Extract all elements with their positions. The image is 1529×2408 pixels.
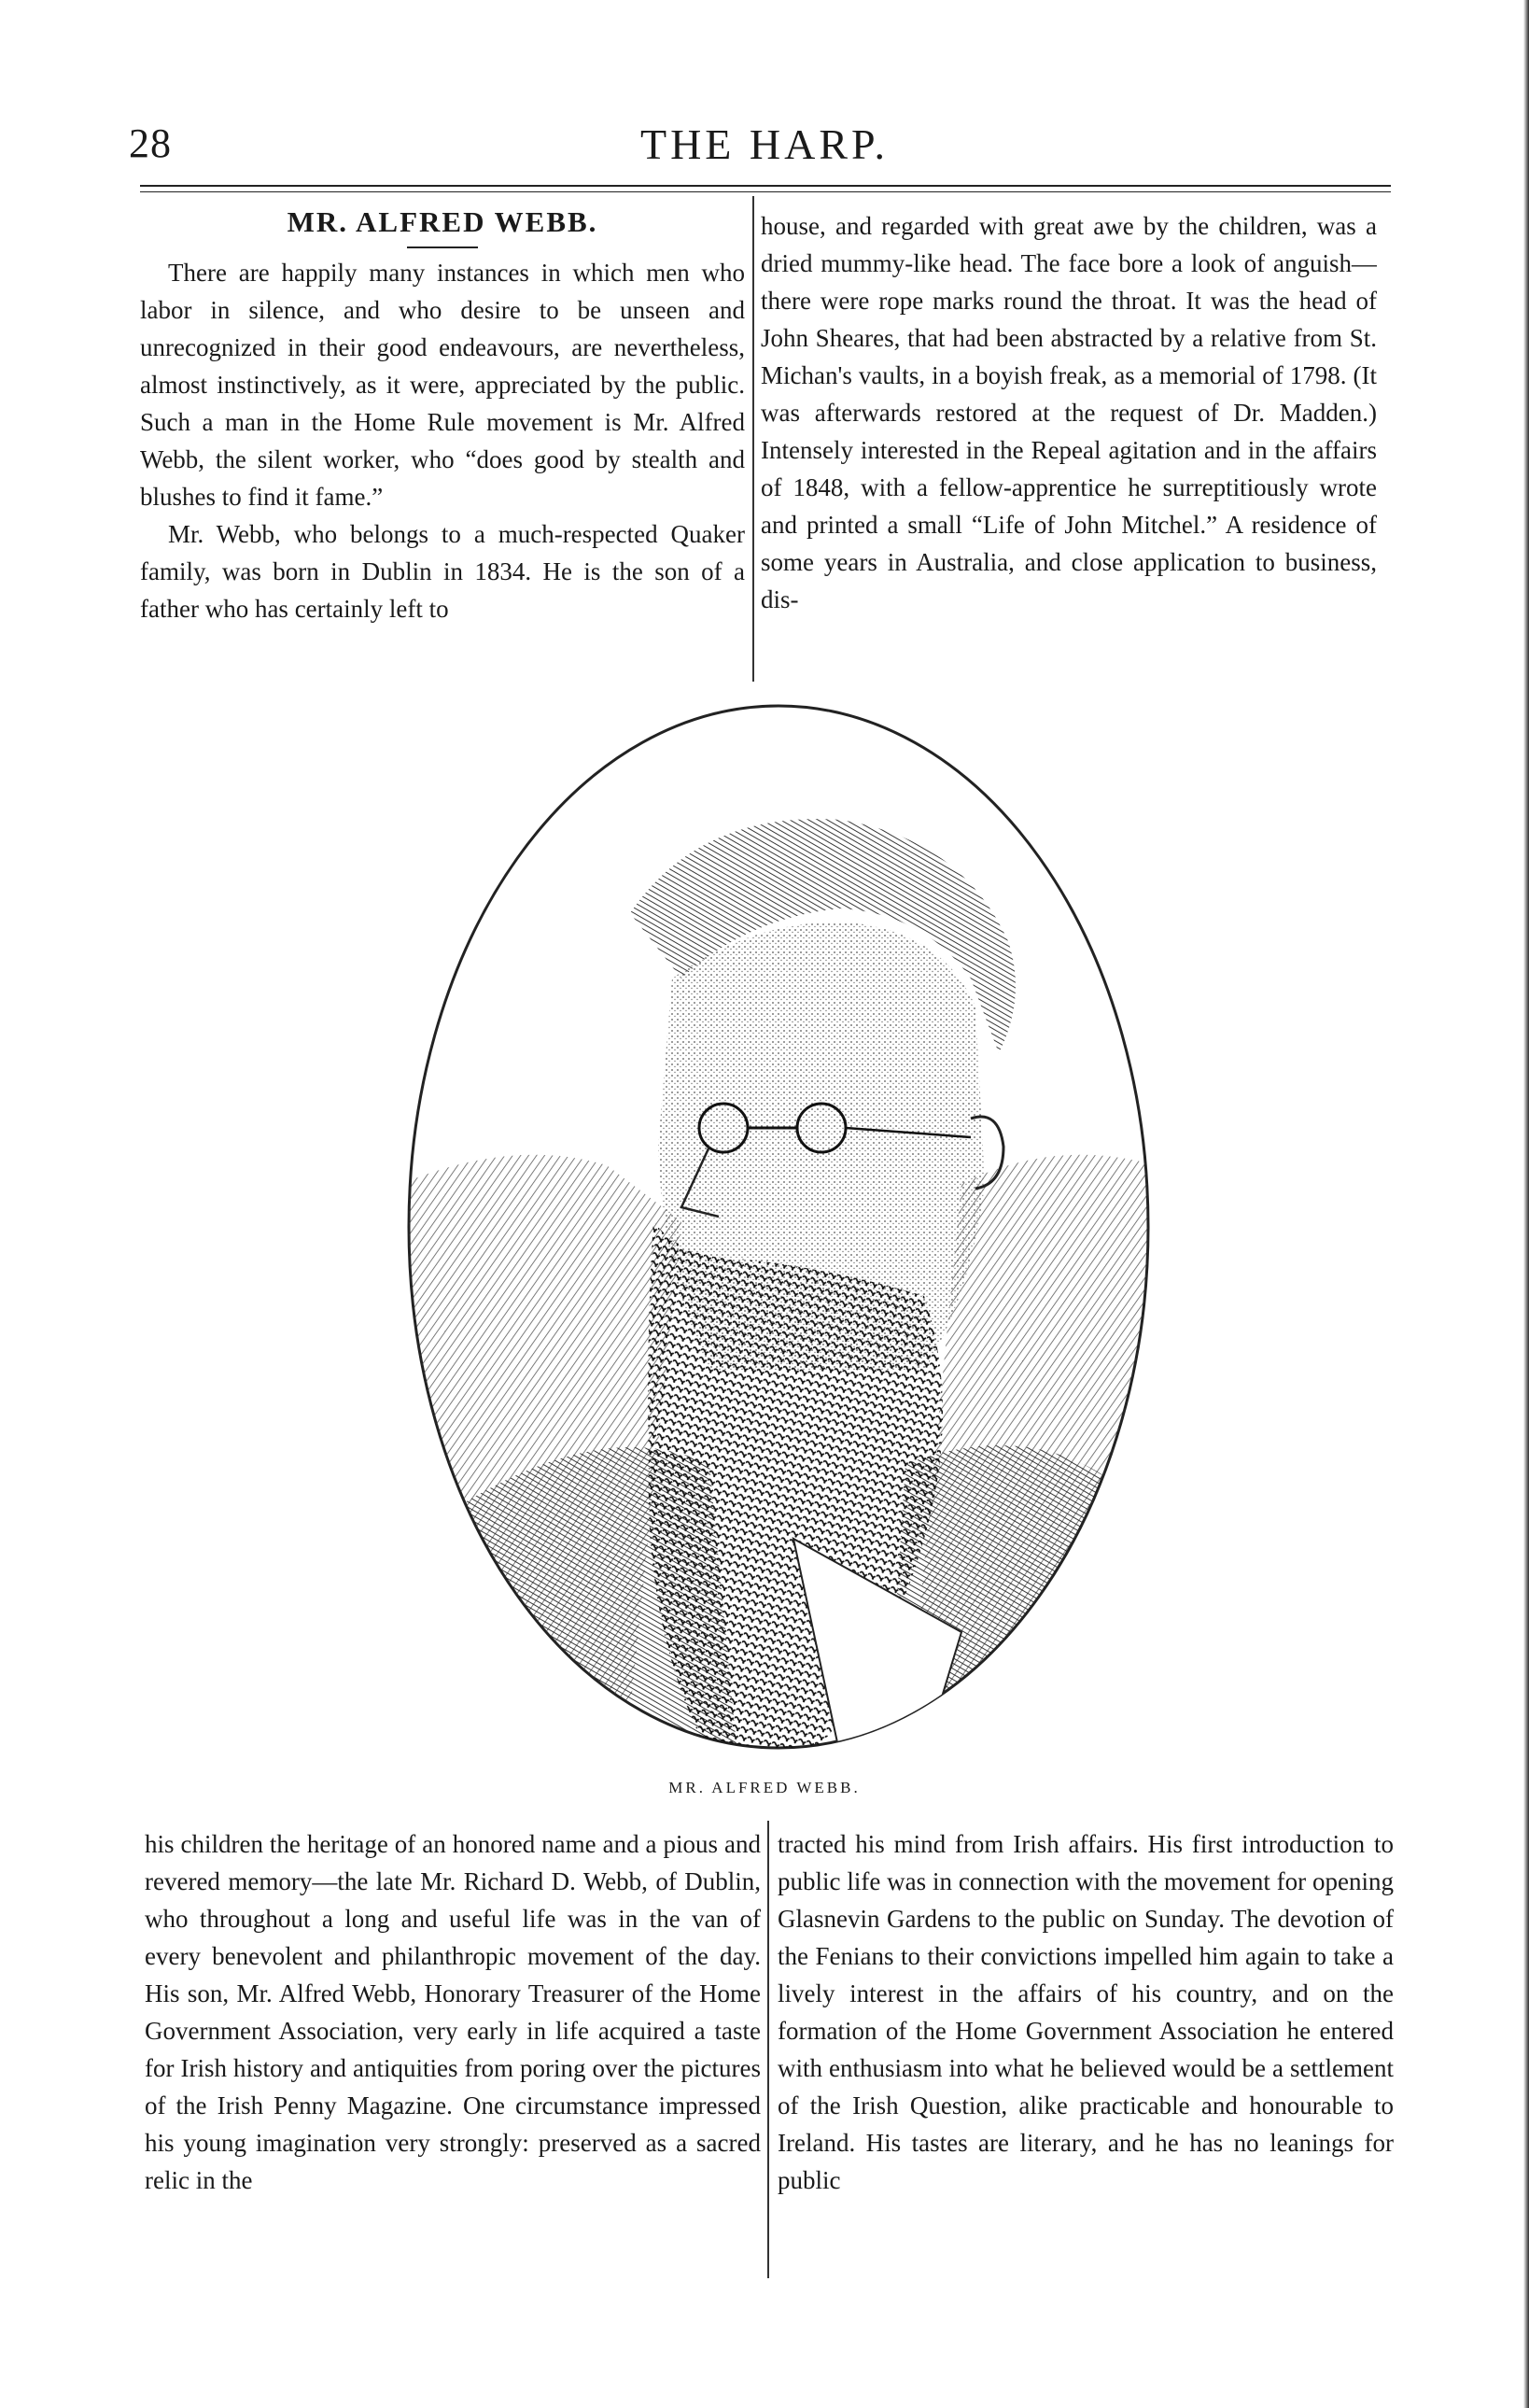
column-bottom-left (145, 1825, 761, 2278)
paragraph-continued-left: his children the heritage of an honored name and a pious and revered memory—the late Mr. Richard D. Webb, of Dublin, who throughout a long and useful life was in the van of every benevolent and philanthropic movement of the day. His son, Mr. Alfred Webb, Honorary Treasurer of the Home Government Association, very early in life acquired a taste for Irish history and antiquities from poring over the pictures of the Irish Penny Magazine. One circumstance impressed his young imagination very strongly: preserved as a sacred relic in the (145, 1830, 761, 2194)
column-divider-top (752, 196, 754, 682)
running-title: THE HARP. (639, 120, 890, 168)
article-title: MR. ALFRED WEBB. (287, 205, 598, 238)
portrait-illustration (401, 698, 1156, 1755)
column-bottom-right (778, 1825, 1394, 2278)
paragraph-birth: Mr. Webb, who belongs to a much-respected Quaker family, was born in Dublin in 1834. He is the son of a father who has certainly left to (140, 520, 745, 623)
paragraph-continued-right: house, and regarded with great awe by the children, was a dried mummy-like head. The face bore a look of anguish—there were rope marks round the throat. It was the head of John Sheares, that had been abstracted by a relative from St. Michan's vaults, in a boyish freak, as a memorial of 1798. (It was afterwards restored at the request of Dr. Madden.) Intensely interested in the Repeal agitation and in the affairs of 1848, with a fellow-apprentice he surreptitiously wrote and printed a small “Life of John Mitchel.” A residence of some years in Australia, and close application to business, dis- (761, 212, 1377, 613)
header-rule-thin (140, 191, 1391, 192)
column-top-right (761, 207, 1377, 682)
engraved-portrait-oval-icon (401, 698, 1156, 1755)
paragraph-continued-bottom-right: tracted his mind from Irish affairs. His first introduction to public life was in connection with the movement for opening Glasnevin Gardens to the public on Sunday. The devotion of the Fenians to their convictions impelled him again to take a lively interest in the affairs of his country, and on the formation of the Home Government Association he entered with enthusiasm into what he believed would be a settlement of the Irish Question, alike practicable and honourable to Ireland. His tastes are literary, and he has no leanings for public (778, 1830, 1394, 2194)
column-top-left (140, 196, 745, 682)
page-edge-shadow (1523, 0, 1529, 2408)
header-rule (140, 185, 1391, 187)
page-number: 28 (129, 120, 172, 166)
column-divider-bottom (767, 1821, 769, 2278)
title-rule (407, 246, 478, 248)
portrait-caption: MR. ALFRED WEBB. (668, 1779, 861, 1796)
paragraph-intro: There are happily many instances in which men who labor in silence, and who desire to be unseen and unrecognized in their good endeavours, are nevertheless, almost instinctively, as it were, appreciated by the public. Such a man in the Home Rule movement is Mr. Alfred Webb, the silent worker, who “does good by stealth and blushes to find it fame.” (140, 259, 745, 511)
